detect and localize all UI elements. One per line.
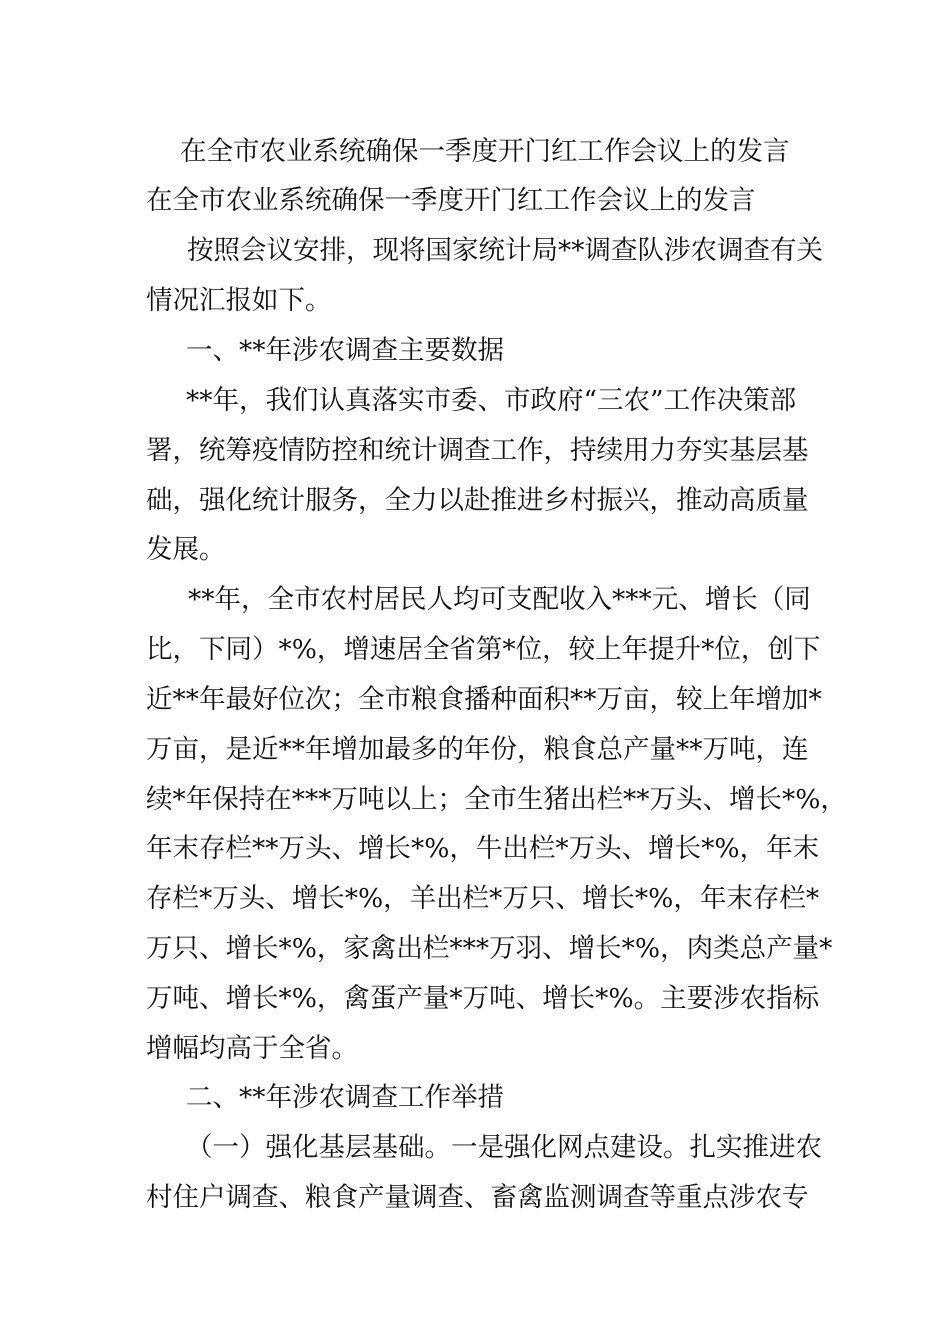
text-line: 础，强化统计服务，全力以赴推进乡村振兴，推动高质量	[146, 485, 809, 516]
text-line: 按照会议安排，现将国家统计局**调查队涉农调查有关	[187, 235, 823, 266]
text-line: 续*年保持在***万吨以上；全市生猪出栏**万头、增长*%，	[146, 784, 847, 815]
text-line: 村住户调查、粮食产量调查、畜禽监测调查等重点涉农专	[146, 1182, 809, 1213]
section-heading: 一、**年涉农调查主要数据	[186, 335, 504, 366]
document-title: 在全市农业系统确保一季度开门红工作会议上的发言	[180, 136, 790, 167]
text-line: 近**年最好位次；全市粮食播种面积**万亩，较上年增加*	[146, 684, 822, 715]
text-line: 万吨、增长*%，禽蛋产量*万吨、增长*%。主要涉农指标	[146, 983, 820, 1014]
text-line: （一）强化基层基础。一是强化网点建设。扎实推进农	[186, 1132, 822, 1163]
text-line: 万亩，是近**年增加最多的年份，粮食总产量**万吨，连	[146, 734, 809, 765]
text-line: 万只、增长*%，家禽出栏***万羽、增长*%，肉类总产量*	[146, 933, 833, 964]
text-line: **年，全市农村居民人均可支配收入***元、增长（同	[188, 584, 811, 615]
text-line: 增幅均高于全省。	[146, 1033, 358, 1064]
text-line: 情况汇报如下。	[146, 285, 332, 316]
text-line: 发展。	[146, 534, 226, 565]
text-line: 比，下同）*%，增速居全省第*位，较上年提升*位，创下	[146, 634, 821, 665]
text-line: 年末存栏**万头、增长*%，牛出栏*万头、增长*%，年末	[146, 833, 820, 864]
document-title-repeat: 在全市农业系统确保一季度开门红工作会议上的发言	[146, 185, 756, 216]
text-line: 署，统筹疫情防控和统计调查工作，持续用力夯实基层基	[146, 435, 809, 466]
text-line: 存栏*万头、增长*%，羊出栏*万只、增长*%，年末存栏*	[146, 883, 820, 914]
text-line: **年，我们认真落实市委、市政府“三农”工作决策部	[186, 385, 797, 416]
section-heading: 二、**年涉农调查工作举措	[186, 1082, 504, 1113]
